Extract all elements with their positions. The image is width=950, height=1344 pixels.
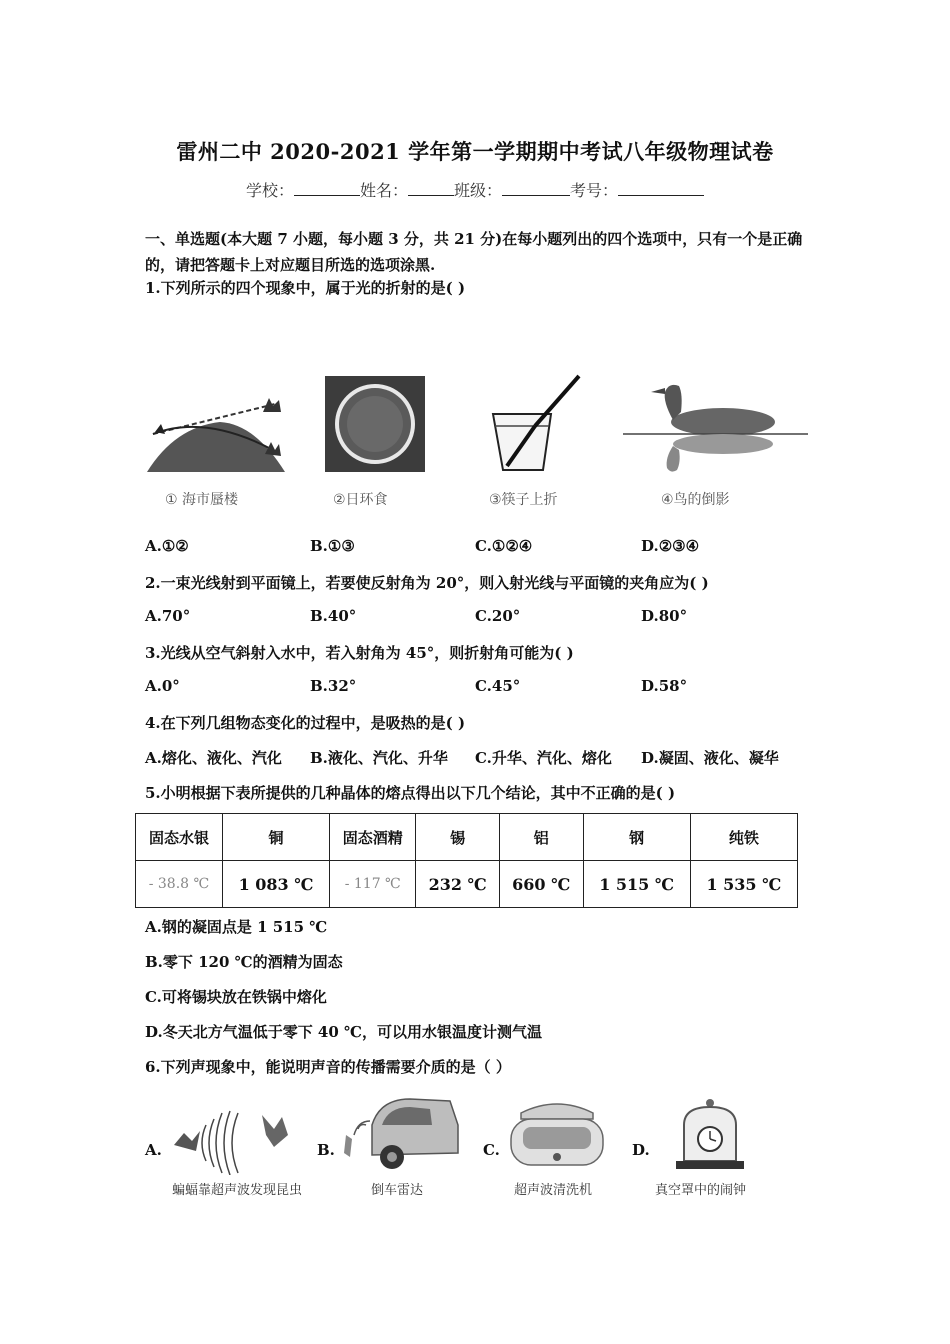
q3-option-a[interactable]: A.0° (145, 677, 180, 695)
mirage-illustration (145, 372, 290, 477)
q2-option-d[interactable]: D.80° (641, 607, 688, 625)
school-label: 学校： (245, 181, 294, 200)
bat-ultrasound-illustration (170, 1095, 300, 1175)
q4-option-c[interactable]: C.升华、汽化、熔化 (475, 749, 612, 767)
question-1-figures (145, 372, 810, 522)
q2-option-a[interactable]: A.70° (145, 607, 191, 625)
caption-mirage: ① 海市蜃楼 (165, 492, 239, 508)
table-header-cell: 固态酒精 (330, 814, 416, 861)
section-heading: 一、单选题(本大题 7 小题，每小题 3 分，共 21 分)在每小题列出的四个选项中，只有一个是正确的，请把答题卡上对应题目所选的选项涂黑. (145, 230, 803, 274)
bent-chopstick-illustration (485, 372, 585, 477)
q1-option-c[interactable]: C.①②④ (475, 537, 533, 555)
table-value-cell: - 117 ℃ (330, 861, 416, 908)
caption-bird: ④鸟的倒影 (661, 492, 730, 508)
q2-option-b[interactable]: B.40° (310, 607, 357, 625)
number-label: 考号： (570, 181, 619, 200)
q4-option-d[interactable]: D.凝固、液化、凝华 (641, 749, 779, 767)
caption-bell-jar: 真空罩中的闹钟 (655, 1183, 747, 1198)
q5-option-c[interactable]: C.可将锡块放在铁锅中熔化 (145, 988, 327, 1006)
table-header-cell: 铜 (222, 814, 329, 861)
question-6-stem: 6.下列声现象中，能说明声音的传播需要介质的是（ ） (145, 1058, 511, 1076)
bat-figure (170, 1095, 300, 1179)
q4-option-a[interactable]: A.熔化、液化、汽化 (145, 749, 282, 767)
q2-option-c[interactable]: C.20° (475, 607, 521, 625)
mirage-figure (145, 372, 290, 508)
question-2-stem: 2.一束光线射到平面镜上，若要使反射角为 20°，则入射光线与平面镜的夹角应为( ) (145, 574, 709, 592)
student-info-line (0, 178, 950, 201)
question-6-options (145, 1095, 810, 1205)
reversing-radar-illustration (340, 1095, 460, 1175)
name-label: 姓名： (359, 181, 408, 200)
cleaner-figure (505, 1095, 610, 1179)
caption-bat: 蝙蝠靠超声波发现昆虫 (172, 1183, 303, 1198)
number-blank[interactable] (618, 181, 704, 196)
bird-reflection-illustration (623, 372, 808, 477)
q3-option-b[interactable]: B.32° (310, 677, 357, 695)
eclipse-figure (325, 372, 425, 508)
q6-option-d[interactable]: D. (632, 1141, 650, 1159)
annular-eclipse-illustration (325, 372, 425, 477)
q1-option-b[interactable]: B.①③ (310, 537, 355, 555)
question-3-stem: 3.光线从空气斜射入水中，若入射角为 45°，则折射角可能为( ) (145, 644, 574, 662)
q6-option-b[interactable]: B. (317, 1141, 335, 1159)
bell-jar-figure (670, 1095, 750, 1179)
table-value-cell: 232 ℃ (416, 861, 500, 908)
table-header-cell: 固态水银 (136, 814, 223, 861)
q3-option-c[interactable]: C.45° (475, 677, 521, 695)
table-value-cell: 1 083 ℃ (222, 861, 329, 908)
table-header-cell: 锡 (416, 814, 500, 861)
q6-option-a[interactable]: A. (145, 1141, 162, 1159)
q6-option-c[interactable]: C. (483, 1141, 500, 1159)
q1-option-a[interactable]: A.①② (145, 537, 189, 555)
table-value-cell: 1 535 ℃ (690, 861, 797, 908)
q5-option-a[interactable]: A.钢的凝固点是 1 515 ℃ (145, 918, 328, 936)
caption-chopsticks: ③筷子上折 (489, 492, 558, 508)
ultrasonic-cleaner-illustration (505, 1095, 610, 1175)
table-value-cell: 660 ℃ (499, 861, 583, 908)
caption-cleaner: 超声波清洗机 (514, 1183, 593, 1198)
table-header-cell: 钢 (583, 814, 690, 861)
table-value-row (136, 861, 798, 908)
q3-option-d[interactable]: D.58° (641, 677, 688, 695)
vacuum-bell-jar-illustration (670, 1095, 750, 1175)
exam-title: 雷州二中 2020-2021 学年第一学期期中考试八年级物理试卷 (176, 139, 774, 164)
caption-eclipse: ②日环食 (333, 492, 388, 508)
q1-option-d[interactable]: D.②③④ (641, 537, 700, 555)
q5-option-d[interactable]: D.冬天北方气温低于零下 40 ℃，可以用水银温度计测气温 (145, 1023, 542, 1041)
table-header-cell: 纯铁 (690, 814, 797, 861)
table-header-cell: 铝 (499, 814, 583, 861)
name-blank[interactable] (408, 181, 454, 196)
bird-reflection-figure (623, 372, 808, 508)
class-blank[interactable] (502, 181, 570, 196)
q4-option-b[interactable]: B.液化、汽化、升华 (310, 749, 448, 767)
caption-radar: 倒车雷达 (371, 1183, 424, 1198)
question-5-stem: 5.小明根据下表所提供的几种晶体的熔点得出以下几个结论，其中不正确的是( ) (145, 784, 676, 802)
table-value-cell: - 38.8 ℃ (136, 861, 223, 908)
question-1-stem: 1.下列所示的四个现象中，属于光的折射的是( ) (145, 279, 466, 297)
car-figure (340, 1095, 460, 1179)
q5-option-b[interactable]: B.零下 120 ℃的酒精为固态 (145, 953, 343, 971)
table-value-cell: 1 515 ℃ (583, 861, 690, 908)
melting-point-table (135, 813, 798, 908)
chopsticks-figure (485, 372, 585, 508)
table-header-row (136, 814, 798, 861)
school-blank[interactable] (294, 181, 360, 196)
class-label: 班级： (454, 181, 503, 200)
question-4-stem: 4.在下列几组物态变化的过程中，是吸热的是( ) (145, 714, 466, 732)
